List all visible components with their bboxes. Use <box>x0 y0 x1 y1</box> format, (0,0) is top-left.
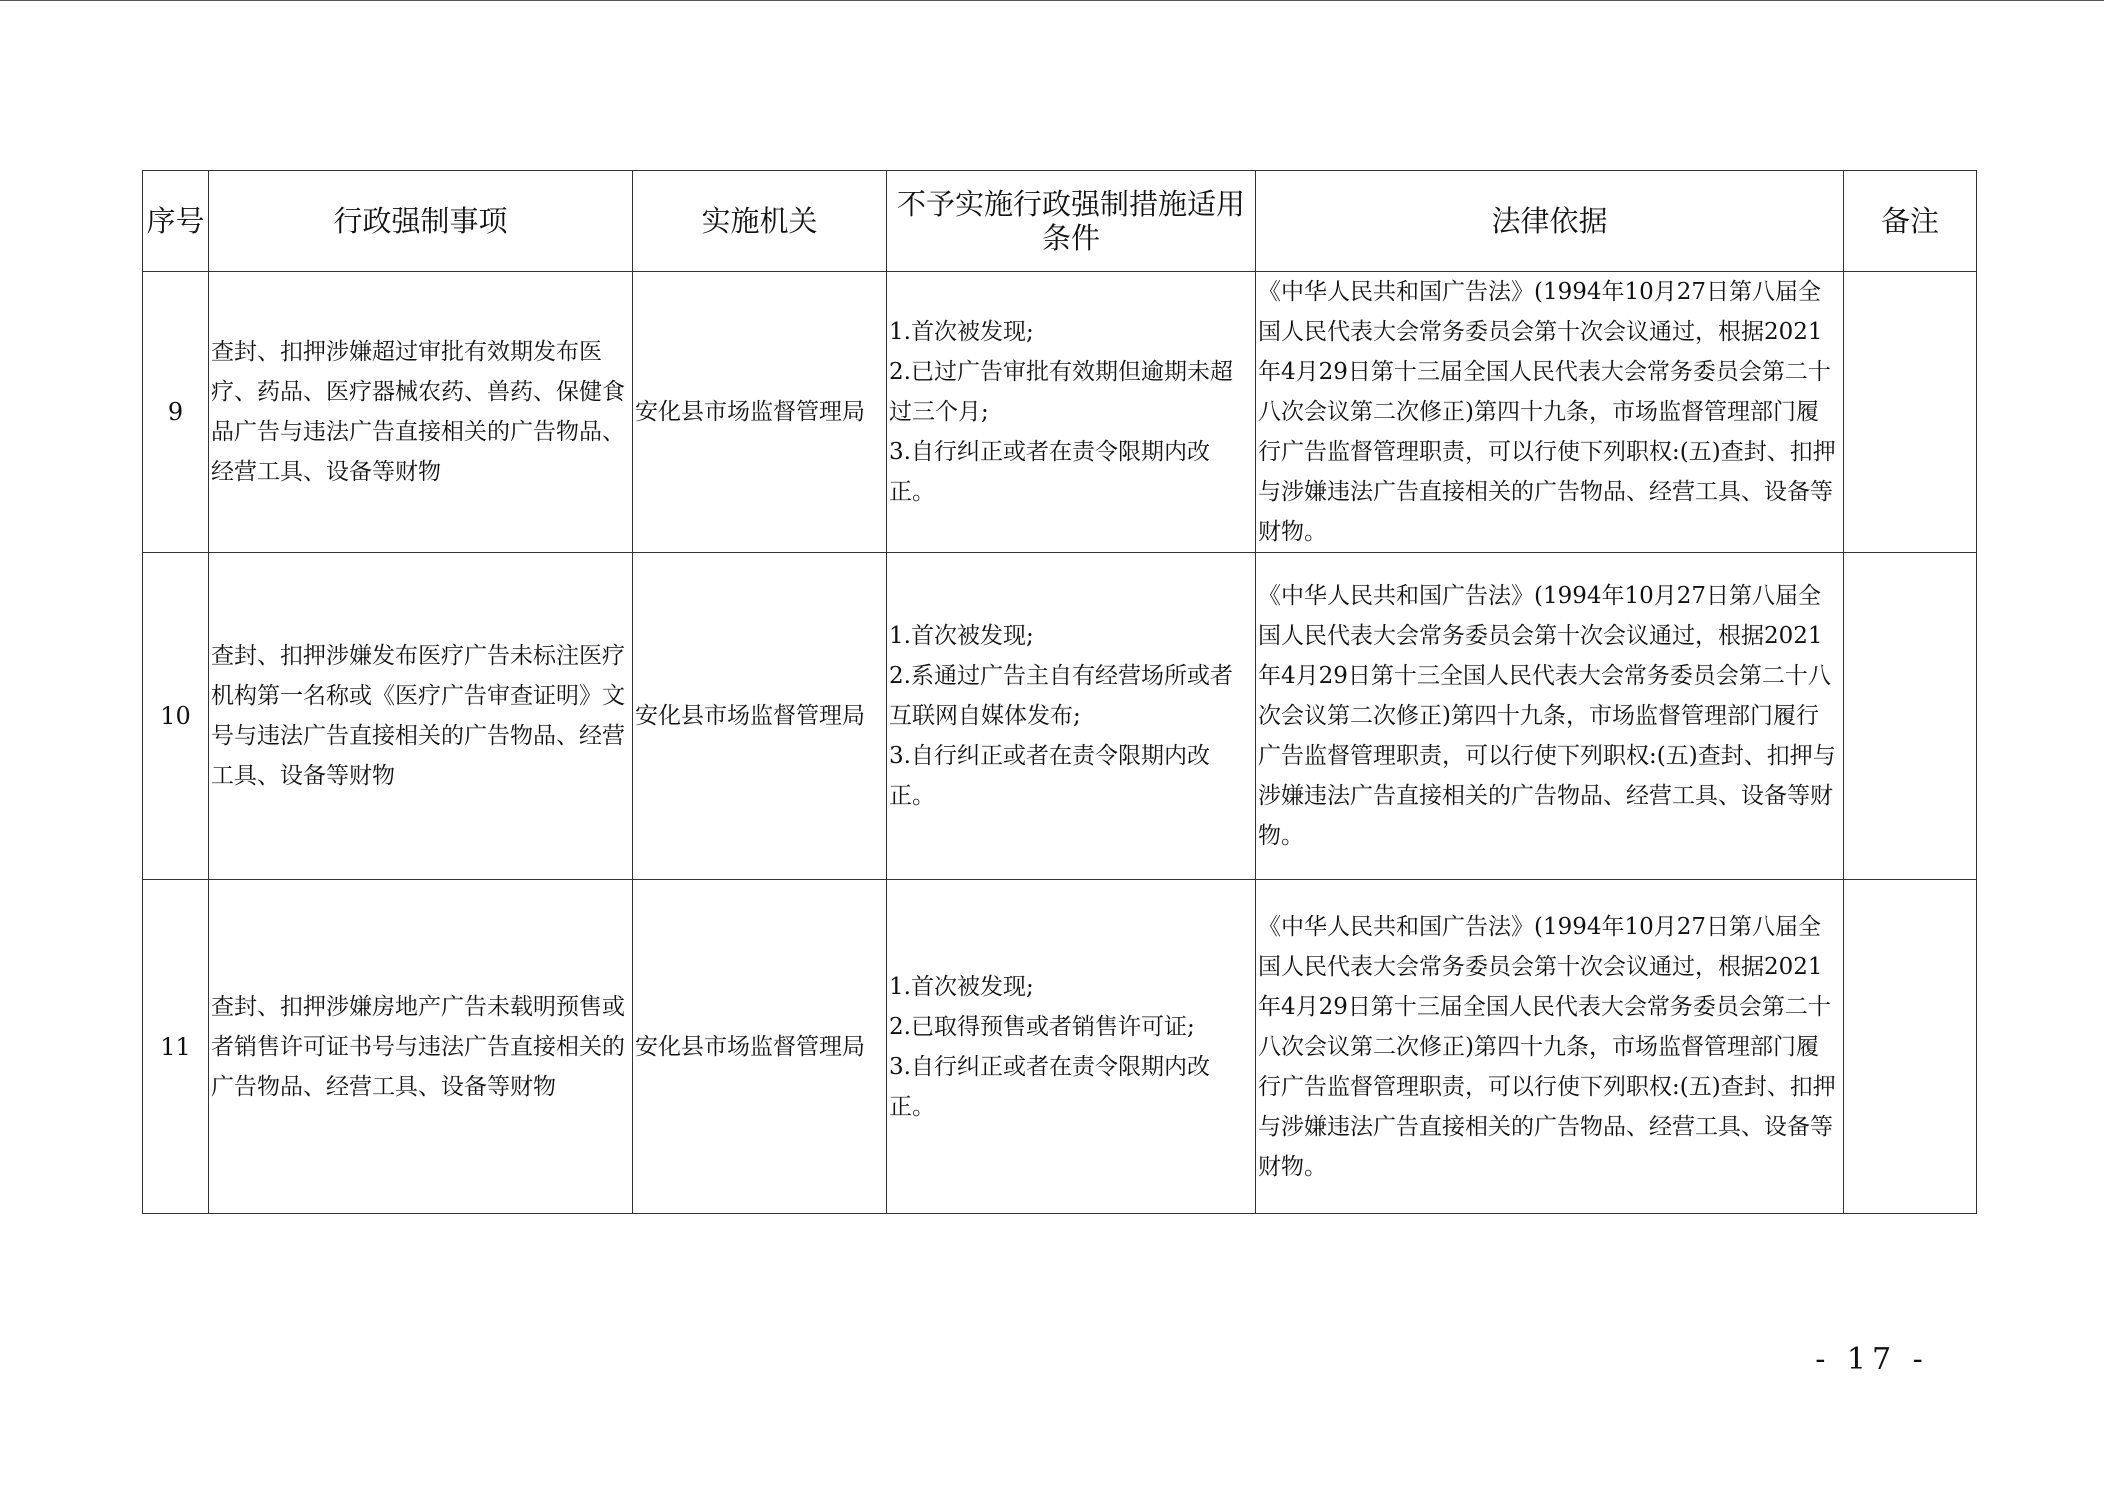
cell-matter: 查封、扣押涉嫌发布医疗广告未标注医疗机构第一名称或《医疗广告审查证明》文号与违法广告直接相关的广告物品、经营工具、设备等财物 <box>209 553 633 880</box>
cell-remarks <box>1844 553 1977 880</box>
header-matter: 行政强制事项 <box>209 171 633 272</box>
table-row <box>143 553 1977 880</box>
cell-matter: 查封、扣押涉嫌超过审批有效期发布医疗、药品、医疗器械农药、兽药、保健食品广告与违法广告直接相关的广告物品、经营工具、设备等财物 <box>209 272 633 553</box>
cell-remarks <box>1844 880 1977 1214</box>
header-seq: 序号 <box>143 171 209 272</box>
cell-seq: 9 <box>143 272 209 553</box>
table-header-row <box>143 171 1977 272</box>
header-conditions: 不予实施行政强制措施适用条件 <box>887 171 1256 272</box>
condition-item: 1.首次被发现; <box>889 973 1034 1000</box>
cell-matter: 查封、扣押涉嫌房地产广告未载明预售或者销售许可证书号与违法广告直接相关的广告物品、经营工具、设备等财物 <box>209 880 633 1214</box>
condition-item: 1.首次被发现; <box>889 319 1034 345</box>
cell-conditions <box>887 272 1256 553</box>
cell-conditions <box>887 553 1256 880</box>
cell-agency: 安化县市场监督管理局 <box>633 553 887 880</box>
table-row <box>143 272 1977 553</box>
condition-item: 2.已过广告审批有效期但逾期未超过三个月; <box>889 359 1233 425</box>
cell-agency: 安化县市场监督管理局 <box>633 880 887 1214</box>
cell-remarks <box>1844 272 1977 553</box>
enforcement-table <box>142 170 1977 1214</box>
condition-item: 3.自行纠正或者在责令限期内改正。 <box>889 439 1210 505</box>
cell-basis: 《中华人民共和国广告法》(1994年10月27日第八届全国人民代表大会常务委员会第十次会议通过，根据2021年4月29日第十三届全国人民代表大会常务委员会第二十八次会议第二次修正)第四十九条，市场监督管理部门履行广告监督管理职责，可以行使下列职权:(五)查封、扣押与涉嫌违法广告直接相关的广告物品、经营工具、设备等财物。 <box>1256 880 1844 1214</box>
cell-agency: 安化县市场监督管理局 <box>633 272 887 553</box>
condition-item: 2.系通过广告主自有经营场所或者互联网自媒体发布; <box>889 663 1233 729</box>
cell-basis: 《中华人民共和国广告法》(1994年10月27日第八届全国人民代表大会常务委员会第十次会议通过，根据2021年4月29日第十三届全国人民代表大会常务委员会第二十八次会议第二次修正)第四十九条，市场监督管理部门履行广告监督管理职责，可以行使下列职权:(五)查封、扣押与涉嫌违法广告直接相关的广告物品、经营工具、设备等财物。 <box>1256 272 1844 553</box>
table-row <box>143 880 1977 1214</box>
header-remarks: 备注 <box>1844 171 1977 272</box>
cell-basis: 《中华人民共和国广告法》(1994年10月27日第八届全国人民代表大会常务委员会第十次会议通过，根据2021年4月29日第十三全国人民代表大会常务委员会第二十八次会议第二次修正)第四十九条，市场监督管理部门履行广告监督管理职责，可以行使下列职权:(五)查封、扣押与涉嫌违法广告直接相关的广告物品、经营工具、设备等财物。 <box>1256 553 1844 880</box>
condition-item: 1.首次被发现; <box>889 623 1034 649</box>
cell-seq: 11 <box>143 880 209 1214</box>
header-agency: 实施机关 <box>633 171 887 272</box>
condition-item: 3.自行纠正或者在责令限期内改正。 <box>889 743 1210 809</box>
top-border-line <box>0 0 2104 1</box>
header-basis: 法律依据 <box>1256 171 1844 272</box>
page-number: - 17 - <box>1815 1342 1929 1377</box>
condition-item: 2.已取得预售或者销售许可证; <box>889 1013 1195 1040</box>
cell-seq: 10 <box>143 553 209 880</box>
cell-conditions <box>887 880 1256 1214</box>
condition-item: 3.自行纠正或者在责令限期内改正。 <box>889 1053 1210 1120</box>
